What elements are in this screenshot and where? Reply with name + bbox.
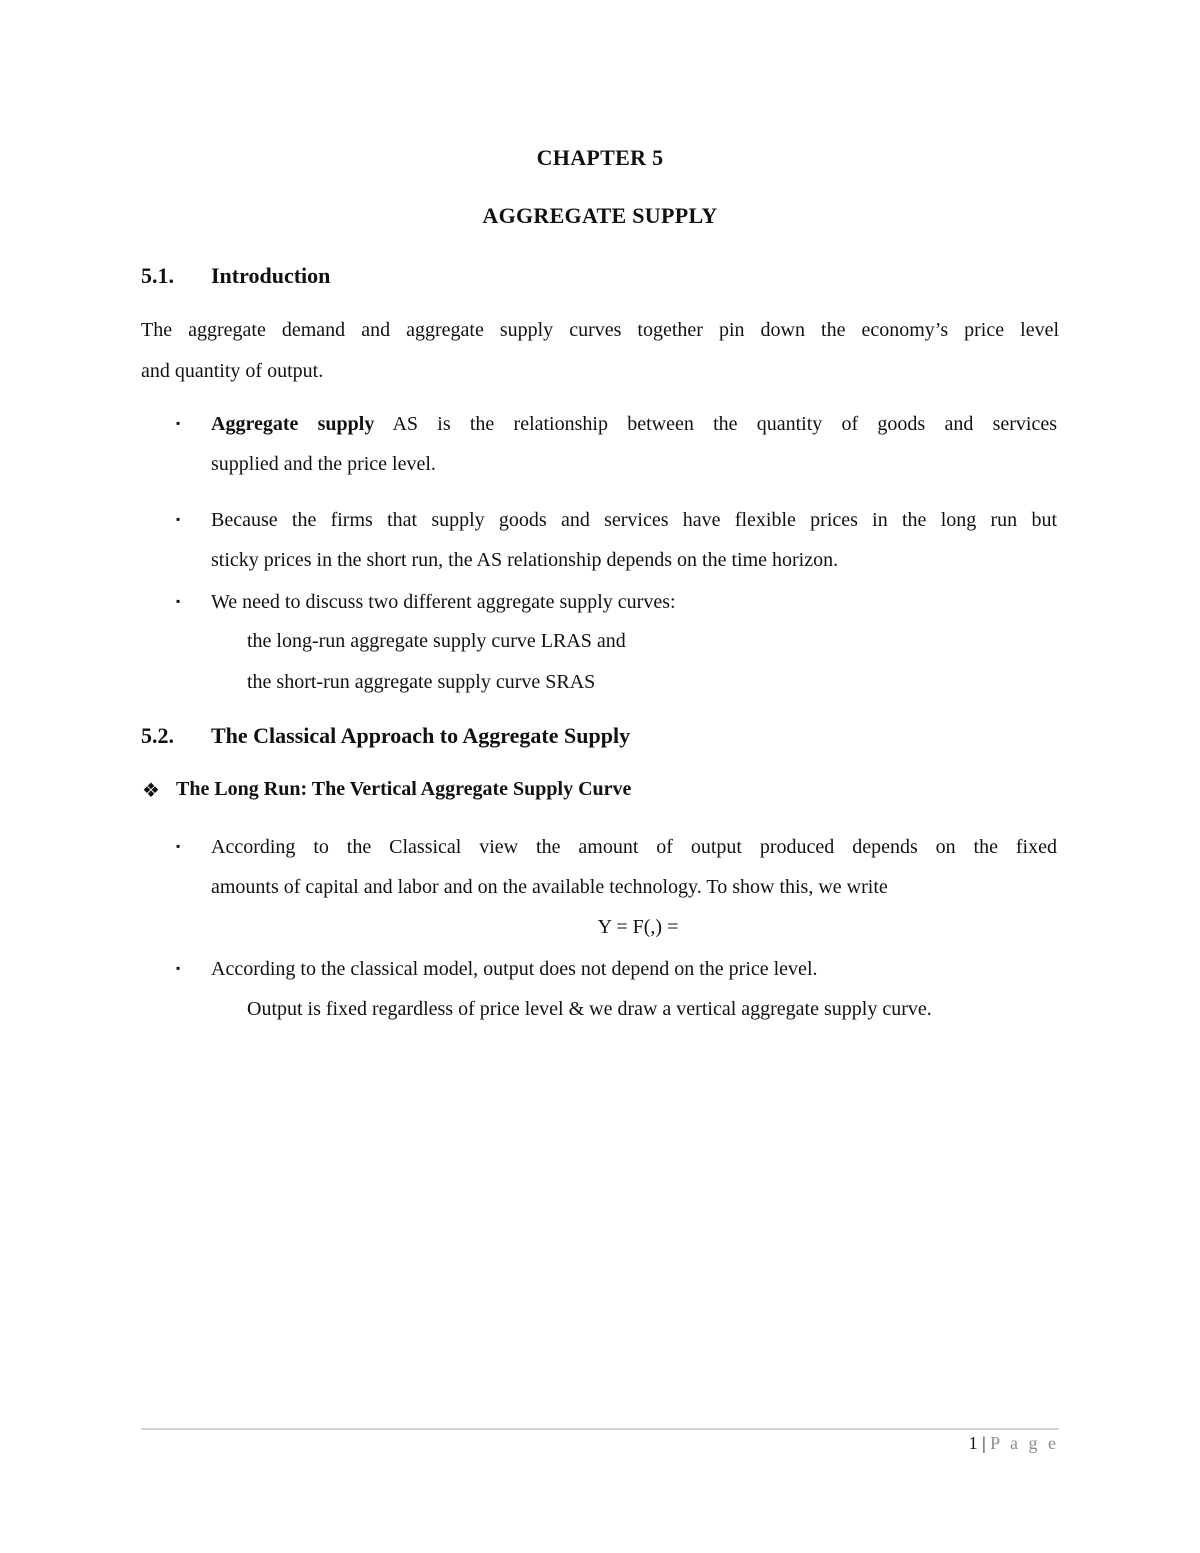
- bullet-3-sub-2: the short-run aggregate supply curve SRAS: [247, 671, 596, 693]
- section-1-number: 5.1.: [141, 263, 174, 288]
- chapter-number: CHAPTER 5: [536, 145, 664, 170]
- bullet-square-icon: ▪: [176, 594, 181, 608]
- section-1-title: Introduction: [211, 263, 331, 288]
- page-footer: [969, 1433, 1059, 1454]
- chapter-title: AGGREGATE SUPPLY: [482, 203, 718, 228]
- diamond-bullet-icon: ❖: [142, 780, 160, 802]
- bullet-1-bold-term: Aggregate supply: [211, 413, 375, 435]
- bullet-square-icon: ▪: [176, 512, 181, 526]
- bullet-2-line-2: sticky prices in the short run, the AS relationship depends on the time horizon.: [211, 549, 839, 571]
- bullet-square-icon: ▪: [176, 839, 181, 853]
- footer-separator: |: [982, 1433, 986, 1453]
- page-number: 1: [968, 1433, 978, 1453]
- bullet-3-line-1: We need to discuss two different aggregate supply curves:: [211, 591, 676, 613]
- page-label: P a g e: [990, 1433, 1059, 1453]
- bullet-1-line-1-rest: AS is the relationship between the quantity of goods and services: [374, 413, 1057, 435]
- intro-line-1: The aggregate demand and aggregate supply curves together pin down the economy’s price level: [141, 319, 1059, 341]
- subheading-long-run: The Long Run: The Vertical Aggregate Supply Curve: [176, 778, 632, 800]
- s2-bullet-1-line-2: amounts of capital and labor and on the available technology. To show this, we write: [211, 876, 888, 898]
- bullet-square-icon: ▪: [176, 961, 181, 975]
- bullet-1-line-2: supplied and the price level.: [211, 453, 436, 475]
- s2-bullet-2-line-2: Output is fixed regardless of price level & we draw a vertical aggregate supply curve.: [247, 998, 932, 1020]
- section-2-title: The Classical Approach to Aggregate Supply: [211, 723, 631, 748]
- equation: Y = F(,) =: [597, 916, 679, 938]
- footer-divider: [141, 1428, 1059, 1430]
- bullet-1-line-1: [211, 410, 1057, 438]
- bullet-2-line-1: Because the firms that supply goods and services have flexible prices in the long run but: [211, 509, 1057, 531]
- intro-line-2: and quantity of output.: [141, 360, 324, 382]
- section-2-number: 5.2.: [141, 723, 174, 748]
- s2-bullet-2-line-1: According to the classical model, output does not depend on the price level.: [211, 958, 818, 980]
- bullet-square-icon: ▪: [176, 416, 181, 430]
- s2-bullet-1-line-1: According to the Classical view the amount of output produced depends on the fixed: [211, 836, 1057, 858]
- bullet-3-sub-1: the long-run aggregate supply curve LRAS and: [247, 630, 626, 652]
